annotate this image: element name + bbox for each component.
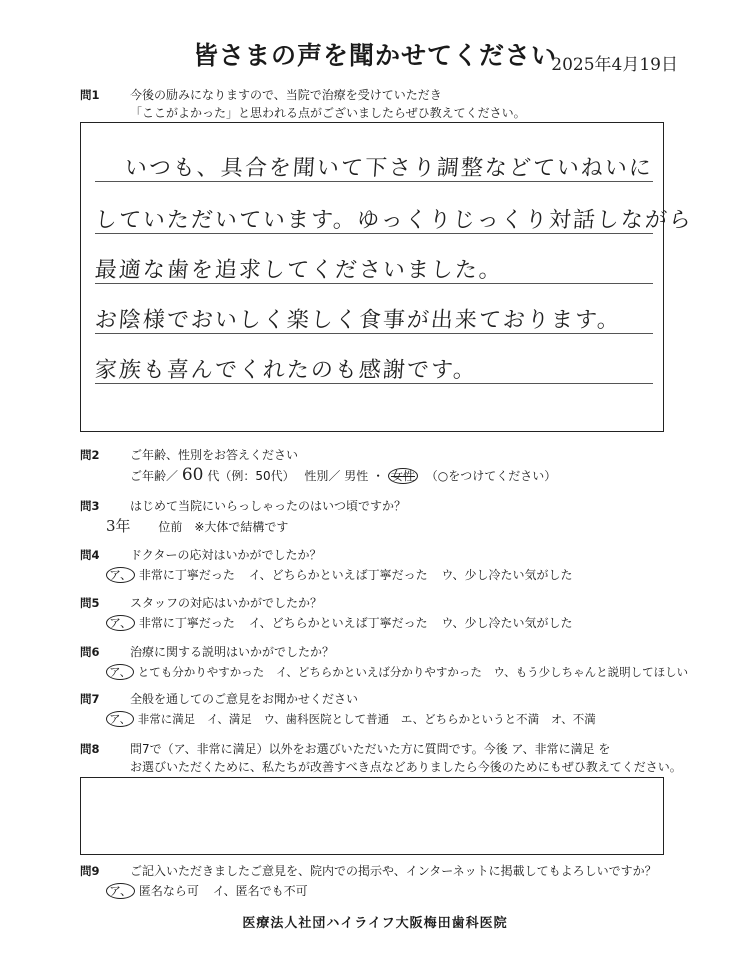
question-number: 問2: [80, 448, 100, 462]
question-8-text-line2: お選びいただくために、私たちが改善すべき点などありましたら今後のためにもぜひ教えてください。: [130, 760, 682, 774]
option-a[interactable]: 非常に丁寧だった: [138, 568, 235, 582]
gender-male-option[interactable]: 男性: [344, 469, 369, 483]
question-1: [80, 86, 526, 122]
q1-answer-box[interactable]: [80, 122, 694, 432]
question-6: [80, 643, 689, 681]
question-number: 問5: [80, 596, 100, 610]
question-3: [80, 497, 407, 536]
option-a-marker[interactable]: ア、: [106, 883, 135, 899]
option-a-marker[interactable]: ア、: [106, 615, 135, 631]
question-9: [80, 862, 657, 900]
question-4-options: [109, 566, 573, 584]
question-9-text: ご記入いただきましたご意見を、院内での掲示や、インターネットに掲載してもよろしいですか？: [130, 864, 657, 878]
question-9-options: [109, 882, 657, 900]
option-a[interactable]: 非常に丁寧だった: [138, 616, 235, 630]
question-6-options: [109, 663, 689, 681]
option-b[interactable]: イ、どちらかといえば分かりやすかった: [275, 665, 482, 679]
question-number: 問8: [80, 742, 100, 756]
question-7-text: 全般を通してのご意見をお聞かせください: [130, 692, 359, 706]
option-b[interactable]: イ、匿名でも不可: [212, 884, 308, 898]
question-4-text: ドクターの応対はいかがでしたか？: [130, 548, 322, 562]
option-c[interactable]: ウ、歯科医院として普通: [263, 712, 390, 726]
option-a[interactable]: 非常に満足: [137, 712, 196, 726]
question-8-text-line1: 問7で（ア、非常に満足）以外をお選びいただいた方に質問です。今後 ア、非常に満足 を: [130, 742, 611, 756]
question-1-text-line2: 「ここがよかった」と思われる点がございましたらぜひ教えてください。: [130, 106, 526, 120]
question-number: 問4: [80, 548, 100, 562]
option-c[interactable]: ウ、もう少しちゃんと説明してほしい: [493, 665, 689, 679]
option-b[interactable]: イ、どちらかといえば丁寧だった: [248, 568, 428, 582]
question-7-options: [109, 710, 596, 728]
option-b[interactable]: イ、満足: [206, 712, 252, 726]
question-2-answer-row: [130, 466, 556, 485]
page-title: 皆さまの声を聞かせてください: [192, 41, 557, 70]
question-number: 問9: [80, 864, 100, 878]
question-4: [80, 546, 573, 584]
question-number: 問7: [80, 692, 100, 706]
gender-separator: ・: [372, 469, 385, 483]
question-number: 問3: [80, 499, 100, 513]
gender-note: （○をつけてください）: [425, 469, 557, 483]
q8-answer-box[interactable]: [80, 777, 664, 855]
question-1-text-line1: 今後の励みになりますので、当院で治療を受けていただき: [130, 88, 442, 102]
option-a-marker[interactable]: ア、: [106, 664, 134, 680]
question-5: [80, 594, 573, 632]
question-2-text: ご年齢、性別をお答えください: [130, 448, 299, 462]
question-3-answer-row: [106, 517, 406, 536]
answer-line: いつも、具合を聞いて下さり調整などていねいに: [123, 156, 654, 181]
question-7: [80, 690, 596, 728]
option-a[interactable]: とても分かりやすかった: [137, 665, 265, 679]
age-suffix: 代（例：50代）: [207, 469, 295, 483]
age-value[interactable]: 60: [181, 465, 204, 485]
option-b[interactable]: イ、どちらかといえば丁寧だった: [248, 616, 428, 630]
question-2: [80, 446, 557, 485]
answer-line: 最適な歯を追求してくださいました。: [93, 258, 504, 283]
gender-female-option[interactable]: 女性: [388, 468, 418, 484]
question-number: 問6: [80, 645, 100, 659]
handwritten-date: 2025年4月19日: [551, 55, 678, 75]
option-c[interactable]: ウ、少し冷たい気がした: [441, 616, 573, 630]
years-suffix: 位前 ※大体で結構です: [158, 520, 289, 534]
answer-line: お陰様でおいしく楽しく食事が出来ております。: [93, 308, 622, 333]
option-e[interactable]: オ、不満: [550, 712, 596, 726]
question-5-text: スタッフの対応はいかがでしたか？: [130, 596, 323, 610]
answer-line: 家族も喜んでくれたのも感謝です。: [93, 358, 478, 383]
question-8: [80, 740, 682, 776]
option-c[interactable]: ウ、少し冷たい気がした: [441, 568, 573, 582]
option-a-marker[interactable]: ア、: [106, 711, 134, 727]
question-3-text: はじめて当院にいらっしゃったのはいつ頃ですか？: [130, 499, 407, 513]
age-label: ご年齢／: [130, 469, 179, 483]
option-d[interactable]: エ、どちらかというと不満: [400, 712, 540, 726]
answer-line: していただいています。ゆっくりじっくり対話しながら: [93, 208, 694, 233]
question-6-text: 治療に関する説明はいかがでしたか？: [130, 645, 335, 659]
years-answer[interactable]: 3年: [106, 517, 131, 535]
question-number: 問1: [80, 88, 100, 102]
option-a[interactable]: 匿名なら可: [138, 884, 199, 898]
gender-label: 性別／: [304, 469, 341, 483]
question-5-options: [109, 614, 573, 632]
clinic-name: 医療法人社団ハイライフ大阪梅田歯科医院: [242, 916, 508, 931]
option-a-marker[interactable]: ア、: [106, 567, 135, 583]
